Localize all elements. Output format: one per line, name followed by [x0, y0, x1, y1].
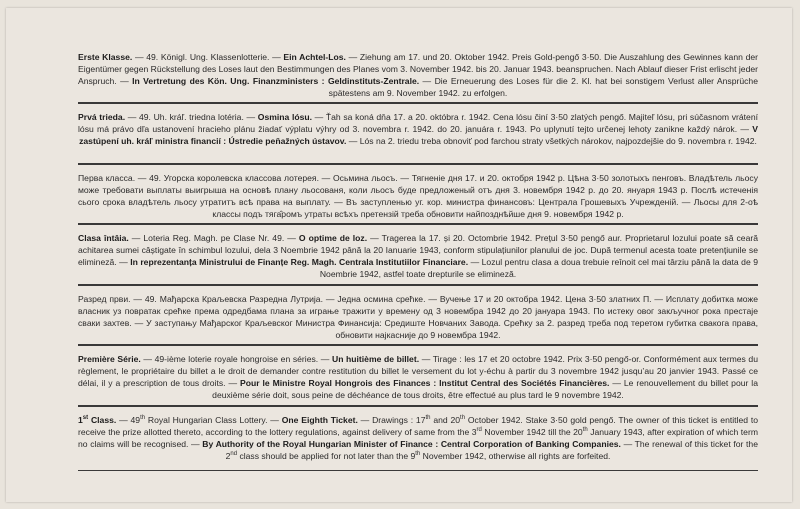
section-serbian: [78, 293, 758, 341]
section-text: Prvá trieda. — 49. Uh. kráľ. triedna lotéria. — Osmina lósu. — Ťah sa koná dňa 17. a 20. októbra r. 1942. Cena lósu činí 3·50 zlatých pengő. Majiteľ lósu, pri súčasnom vrátení lósu má právo dľa ustanovení hracieho plánu žiadať výplatu výhry od 3. novembra r. 1942. do 20. januára r. 1943. Po uplynutí tejto určenej lehoty zanikne každý nárok. — V zastúpení uh. kráľ ministra financií : Ústredie peňažných ústavov. — Lós na 2. triedu treba obnoviť pod farchou straty všetkých nárokov, najpozdejšie do 9. novembra r. 1942.: [78, 112, 758, 147]
section-english: [78, 414, 758, 462]
section-text: Перва класса. — 49. Угорска королевска класcова лотерея. — Осьмина льосъ. — Тягненіе дня 17. и 20. октобря 1942 р. Цѣна 3·50 золотыхъ пенговъ. Владѣтель льосу може требовати выплаты выигрыша на основѣ плану льосованя, коли льосъ буде предложеный отъ дня 3. новембря 1942 р. до 20. януаря 1943 р. Послѣ истеченія сього срока владѣтель льосу утратитъ всѣ права на выплату. — Въ заступленью уг. кор. министра финансовъ: Централа Грошевыхъ Учрежденій. — Льосы для 2-оѣ классы подъ тяга̂ромъ утраты всѣхъ претензій треба обновити найпозднѣйше дня 9. новембря 1942 р.: [78, 173, 758, 220]
divider: [78, 163, 758, 165]
divider: [78, 102, 758, 104]
section-text: Première Série. — 49-ième loterie royale hongroise en séries. — Un huitième de billet. — Tirage : les 17 et 20 octobre 1942. Prix 3·50 pengő-or. Conformément aux termes du règlement, le propriétaire du billet a le droit de demander contre restitution du billet le versement du lot y-échu à partir du 3 novembre 1942 jusqu’au 20 janvier 1943. Passé ce délai, il y a prescription de tous droits. — Pour le Ministre Royal Hongrois des Finances : Institut Central des Sociétés Financières. — Le renouvellement du billet pour la deuxième série doit, sous peine de déchéance de tous droits, être effectué au plus tard le 9 novembre 1942.: [78, 354, 758, 401]
section-text: Clasa întâia. — Loteria Reg. Magh. pe Clase Nr. 49. — O optime de loz. — Tragerea la 17. și 20. Octombrie 1942. Prețul 3·50 pengő aur. Proprietarul lozului poate să ceară achitarea sumei câștigate în schimbul lozului, dela 3 Noembrie 1942 până la 20 Ianuarie 1943, conform stipulațiunilor planului de joc. După termenul acesta toate pretențiunile se elimineză. — In reprezentanța Ministrului de Finanțe Reg. Magh. Centrala Institutiilor Financiare. — Lozul pentru clasa a doua trebuie reînoit cel mai târziu până la data de 9 Noembrie 1942, astfel toate drepturile se elimineză.: [78, 233, 758, 280]
section-ruthenian: [78, 172, 758, 220]
lottery-ticket-back: [6, 8, 792, 502]
divider: [78, 405, 758, 407]
divider: [78, 223, 758, 225]
divider: [78, 284, 758, 286]
section-romanian: [78, 232, 758, 280]
section-slovak: [78, 111, 758, 147]
section-french: [78, 353, 758, 401]
section-text: 1st Class. — 49th Royal Hungarian Class Lottery. — One Eighth Ticket. — Drawings : 17th and 20th October 1942. Stake 3·50 gold pengő. The owner of this ticket is entitled to receive the prize allotted thereto, according to the lottery regulations, against delivery of same from the 3rd November 1942 till the 20th January 1943, after expiration of which term no claims will be recognised. — By Authority of the Royal Hungarian Minister of Finance : Central Corporation of Banking Companies. — The renewal of this ticket for the 2nd class should be applied for not later than the 9th November 1942, otherwise all rights are forfeited.: [78, 415, 758, 462]
divider: [78, 470, 758, 471]
divider: [78, 344, 758, 346]
section-german: [78, 51, 758, 99]
section-text: Разред први. — 49. Мађарска Краљевска Разредна Лутрија. — Једна осмина срећке. — Вучење 17 и 20 октобра 1942. Цена 3·50 златних П. — Исплату добитка може власник уз повратак срећке према одредбама плана за играње тражити у времену од 3 новембра 1942 до 20 јануара 1943. По истеку овог закључног рока престаје свaки захтев. — У заступању Мађарског Краљевског Министра Финансија: Средиште Новчаних Завода. Срећку за 2. разред треба под теретом губитка свакога права, обновити најкасније до 9 новембра 1942.: [78, 294, 758, 341]
section-text: Erste Klasse. — 49. Königl. Ung. Klassenlotterie. — Ein Achtel-Los. — Ziehung am 17. und 20. Oktober 1942. Preis Gold-pengő 3·50. Die Auszahlung des Gewinnes kann der Eigentümer gegen Rückstellung des Loses laut den Bestimmungen des Planes vom 3. November 1942. bis 20. Januar 1943. beanspruchen. Nach Ablauf dieser Frist erlischt jeder Anspruch. — In Vertretung des Kön. Ung. Finanzministers : Geldinstituts-Zentrale. — Die Erneuerung des Loses für die 2. Kl. hat bei sonstigem Verlust aller Ansprüche spätestens am 9. November 1942. zu erfolgen.: [78, 52, 758, 99]
